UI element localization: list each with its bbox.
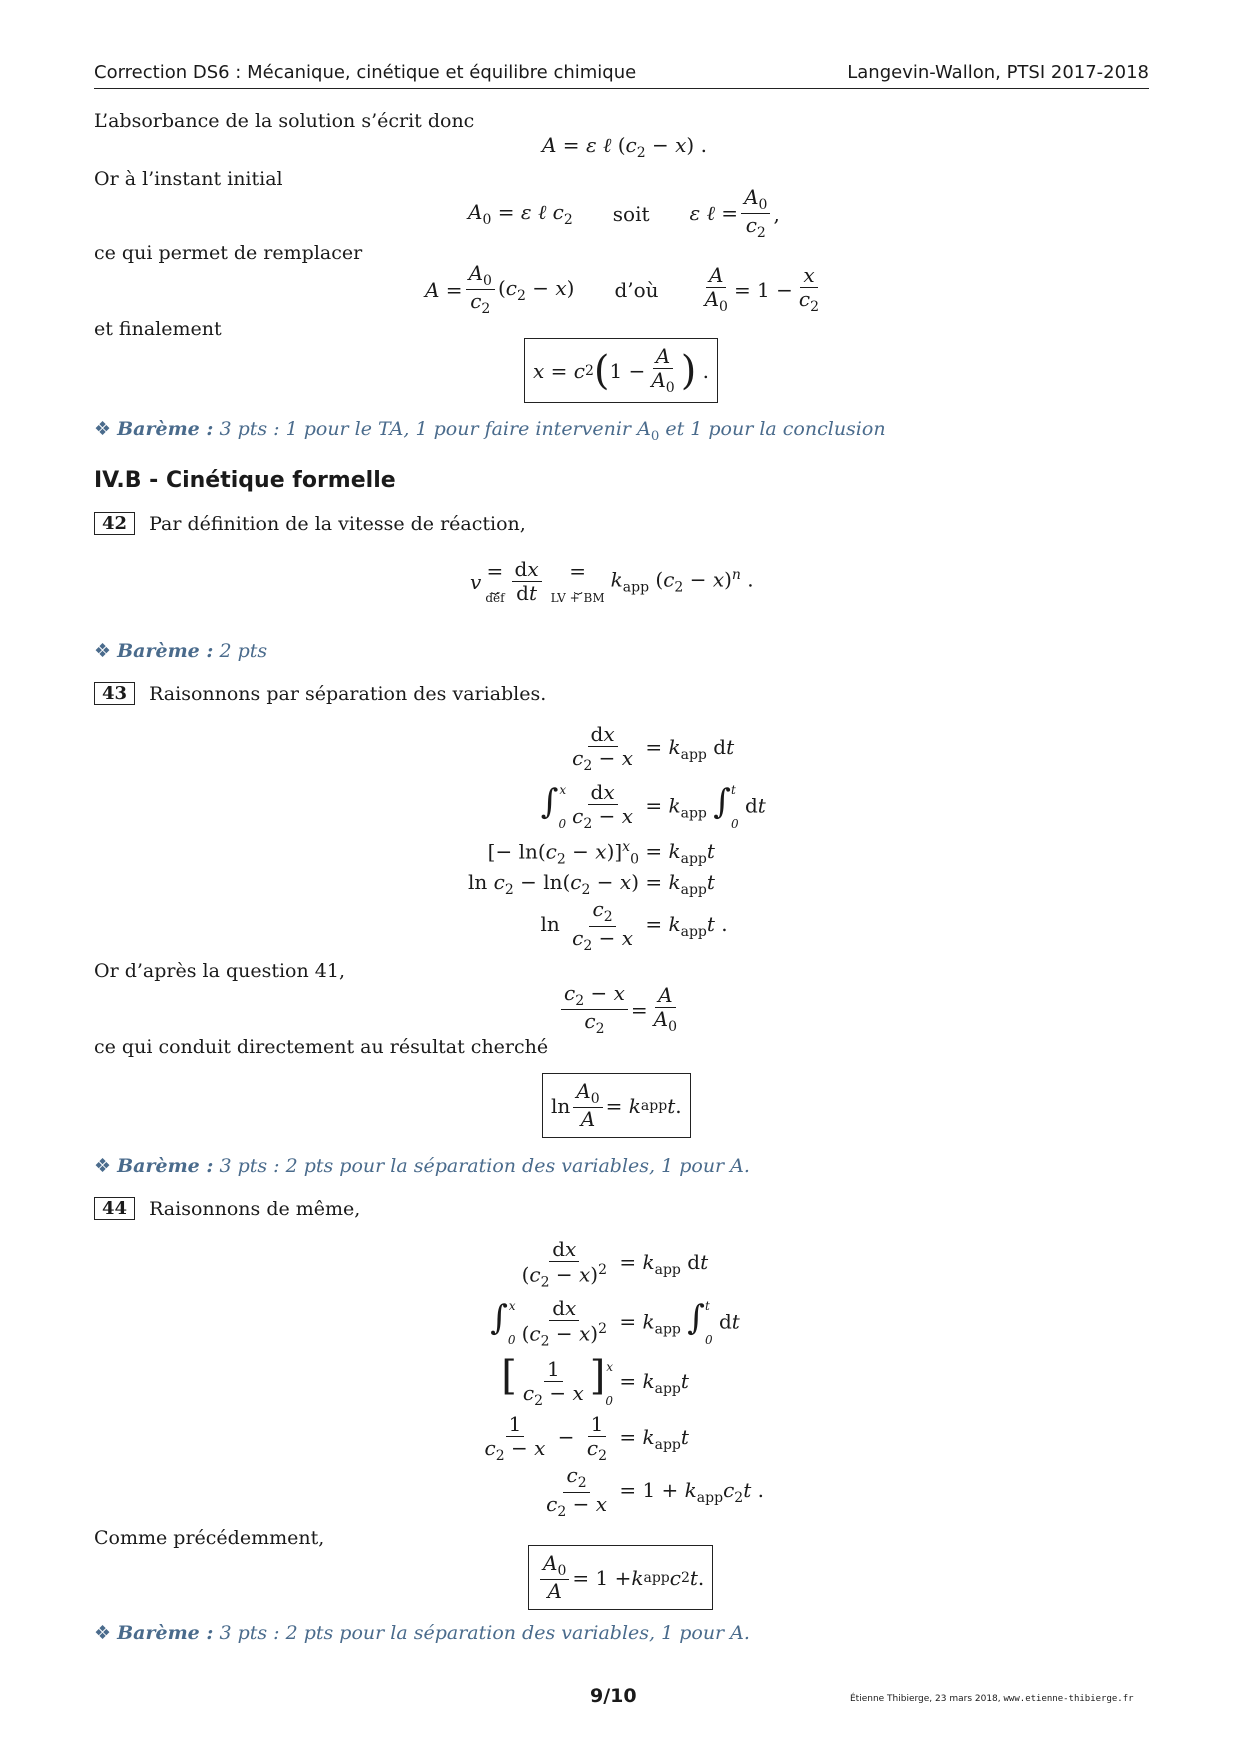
paragraph-absorbance: L’absorbance de la solution s’écrit donc xyxy=(94,110,475,132)
bareme-text-tail: et 1 pour la conclusion xyxy=(665,418,886,440)
eq-line: $\ln c_2 - \ln(c_2 - x)$ = $k_{app}t$ xyxy=(467,870,715,898)
question-text: Par définition de la vitesse de réaction, xyxy=(149,512,526,535)
bareme-text: 3 pts : 1 pour le TA, 1 pour faire intervenir xyxy=(219,418,632,440)
bareme-star-icon: ❖ xyxy=(94,1622,112,1644)
derivation-order1 xyxy=(440,722,800,952)
bareme-label: Barème : xyxy=(117,418,214,440)
header-course: Langevin-Wallon, PTSI 2017-2018 xyxy=(847,62,1149,83)
bareme-text: 2 pts xyxy=(219,640,268,662)
paragraph-initial: Or à l’instant initial xyxy=(94,168,283,190)
boxed-result-order1: ln $\frac{A_0}{A}$ = k app t . xyxy=(542,1073,691,1138)
bareme-label: Barème : xyxy=(117,1622,214,1644)
paragraph-similarly: Comme précédemment, xyxy=(94,1527,325,1549)
question-44 xyxy=(94,1197,360,1220)
bareme-star-icon: ❖ xyxy=(94,418,112,440)
paragraph-finally: et finalement xyxy=(94,318,222,340)
bareme-4 xyxy=(94,1622,750,1644)
eq-line: $\frac{dx}{(c_2 - x)^2}$ = $k_{app}$ dt xyxy=(521,1236,709,1291)
equation-replace: A = $\frac{A_0}{c_2}$ $(c_2 - x)$ d’où $\frac{A}{A_0}$ = 1 − $\frac{x}{c_2}$ xyxy=(425,261,820,318)
boxed-result-order2: $\frac{A_0}{A}$ = 1 + k app c 2 t . xyxy=(528,1545,713,1610)
equation-absorbance: A = ε ℓ $(c_2 - x)$ . xyxy=(542,133,707,161)
footer-url: www.etienne-thibierge.fr xyxy=(1003,1694,1134,1704)
equation-initial: $A_0 = \varepsilon$ ℓ $c_2$ soit ε ℓ = $\frac{A_0}{c_2}$ , xyxy=(468,185,780,242)
eq-line: $\frac{1}{c_2 - x}$ − $\frac{1}{c_2}$ = $k_{app}t$ xyxy=(484,1412,689,1465)
bareme-1: ❖ Barème : 3 pts : 1 pour le TA, 1 pour faire intervenir $A_0$ et 1 pour la conclusion xyxy=(94,418,886,444)
question-43 xyxy=(94,682,546,705)
bareme-3 xyxy=(94,1155,750,1177)
bareme-star-icon: ❖ xyxy=(94,640,112,662)
eq-line: $\frac{dx}{c_2 - x}$ = $k_{app}$ dt xyxy=(572,722,735,775)
page-header xyxy=(94,62,1149,89)
bareme-text: 3 pts : 2 pts pour la séparation des variables, 1 pour A. xyxy=(219,1622,750,1644)
paragraph-replace: ce qui permet de remplacer xyxy=(94,242,363,264)
question-text: Raisonnons de même, xyxy=(149,1197,361,1220)
label-lvbm: LV + BM xyxy=(550,590,605,605)
question-42 xyxy=(94,512,526,535)
question-number: 42 xyxy=(94,512,135,535)
eq-line: [− $\ln(c_2 - x)]^x_0$ = $k_{app}t$ xyxy=(487,838,715,868)
bareme-star-icon: ❖ xyxy=(94,1155,112,1177)
footer-credit xyxy=(850,1694,1134,1704)
page-number: 9/10 xyxy=(590,1685,637,1707)
section-title: IV.B - Cinétique formelle xyxy=(94,468,396,493)
eq-line: [ $\frac{1}{c_2 - x}$ ] x 0 = $k_{app}t$ xyxy=(501,1353,689,1410)
question-text: Raisonnons par séparation des variables. xyxy=(149,682,547,705)
eq-line: ∫ x 0 $\frac{dx}{(c_2 - x)^2}$ = $k_{app}$ ∫ t 0 dt xyxy=(490,1295,740,1350)
question-number: 43 xyxy=(94,682,135,705)
header-title: Correction DS6 : Mécanique, cinétique et équilibre chimique xyxy=(94,62,637,83)
bareme-label: Barème : xyxy=(117,640,214,662)
word-soit: soit xyxy=(612,201,650,226)
label-def: déf xyxy=(485,590,505,605)
paragraph-result: ce qui conduit directement au résultat cherché xyxy=(94,1036,549,1058)
equation-rate: v = ⏟ déf $\frac{dx}{dt}$ = ⏟ LV + BM $k_{app}$ $(c_2 - x)^n$ . xyxy=(470,557,754,605)
footer-author: Étienne Thibierge, 23 mars 2018, xyxy=(850,1694,1001,1704)
word-dou: d’où xyxy=(614,277,659,302)
bareme-label: Barème : xyxy=(117,1155,214,1177)
bareme-text: 3 pts : 2 pts pour la séparation des variables, 1 pour A. xyxy=(219,1155,750,1177)
paragraph-q41: Or d’après la question 41, xyxy=(94,960,345,982)
bareme-2 xyxy=(94,640,267,662)
question-number: 44 xyxy=(94,1197,135,1220)
derivation-order2 xyxy=(440,1236,800,1518)
boxed-result-x: x = c 2 ( 1 − $\frac{A}{A_0}$ ) . xyxy=(524,338,718,403)
eq-line: $\frac{c_2}{c_2 - x}$ = $1 + k_{app}c_2t$ . xyxy=(546,1463,764,1520)
equation-ratio: $\frac{c_2 - x}{c_2}$ = $\frac{A}{A_0}$ xyxy=(558,982,683,1037)
eq-line: ln $\frac{c_2}{c_2 - x}$ = $k_{app}t$ . xyxy=(540,897,728,954)
eq-line: ∫ x 0 $\frac{dx}{c_2 - x}$ = $k_{app}$ ∫ t 0 dt xyxy=(540,780,766,833)
